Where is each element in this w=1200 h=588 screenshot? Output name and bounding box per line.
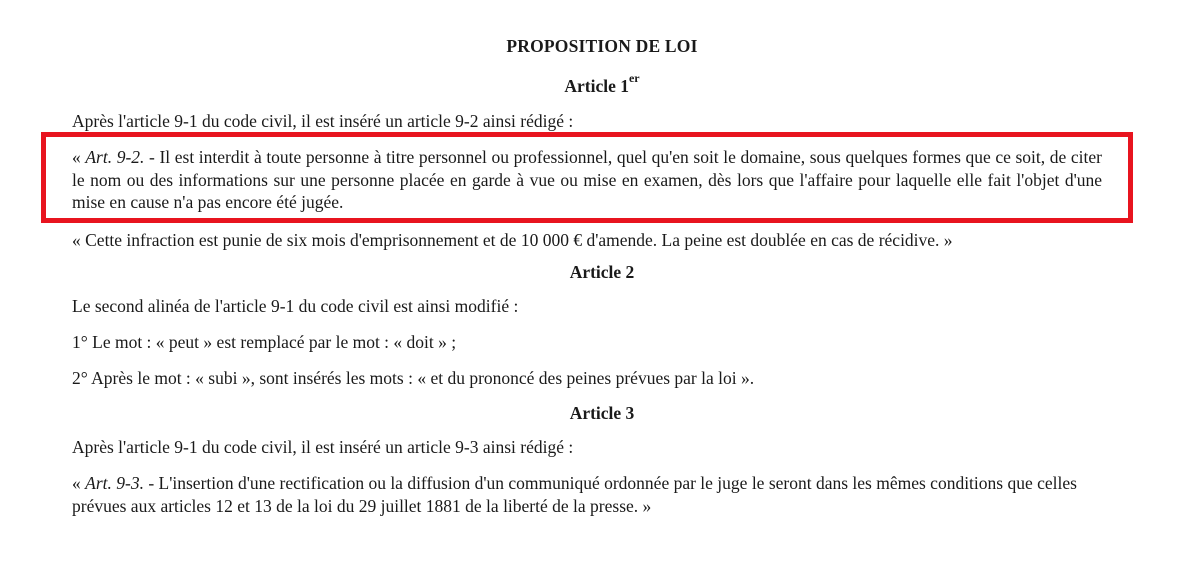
article-2-item-2: 2° Après le mot : « subi », sont insérés les mots : « et du prononcé des peines prévues par la loi ». bbox=[72, 368, 755, 388]
article-1-heading-text: Article 1 bbox=[564, 76, 629, 96]
article-2-item-1: 1° Le mot : « peut » est remplacé par le mot : « doit » ; bbox=[72, 332, 457, 352]
article-3-text bbox=[72, 472, 1132, 518]
article-2-intro: Le second alinéa de l'article 9-1 du code civil est ainsi modifié : bbox=[72, 296, 519, 316]
article-3-body: - L'insertion d'une rectification ou la diffusion d'un communiqué ordonnée par le juge le seront dans les mêmes conditions que celles prévues aux articles 12 et 13 de la loi du 29 juillet 1881 de la liberté de la presse. » bbox=[72, 473, 1077, 516]
article-1-art-ref: Art. 9-2. bbox=[85, 147, 145, 167]
article-9-2-highlighted-text bbox=[72, 146, 1102, 214]
article-1-heading-sup: er bbox=[628, 71, 640, 86]
article-1-heading bbox=[72, 71, 1132, 98]
article-3-intro: Après l'article 9-1 du code civil, il est inséré un article 9-3 ainsi rédigé : bbox=[72, 437, 574, 457]
article-3-art-ref: Art. 9-3. bbox=[85, 473, 144, 493]
article-2-heading: Article 2 bbox=[569, 262, 635, 282]
article-3-heading: Article 3 bbox=[569, 403, 635, 423]
article-1-intro: Après l'article 9-1 du code civil, il est inséré un article 9-2 ainsi rédigé : bbox=[72, 111, 574, 131]
article-1-quote-open: « bbox=[72, 147, 86, 167]
article-1-highlighted-body: - Il est interdit à toute personne à titre personnel ou professionnel, quel qu'en soit le domaine, sous quelques formes que ce soit, de citer le nom ou des informations sur une personne placée en garde à vue ou mise en examen, dès lors que l'affaire pour laquelle elle fait l'objet d'une mise en cause n'a pas encore été jugée. bbox=[72, 147, 1102, 212]
document-title: PROPOSITION DE LOI bbox=[506, 36, 698, 56]
article-1-penalty: « Cette infraction est punie de six mois d'emprisonnement et de 10 000 € d'amende. La peine est doublée en cas de récidive. » bbox=[72, 230, 953, 250]
article-3-quote-open: « bbox=[72, 473, 86, 493]
